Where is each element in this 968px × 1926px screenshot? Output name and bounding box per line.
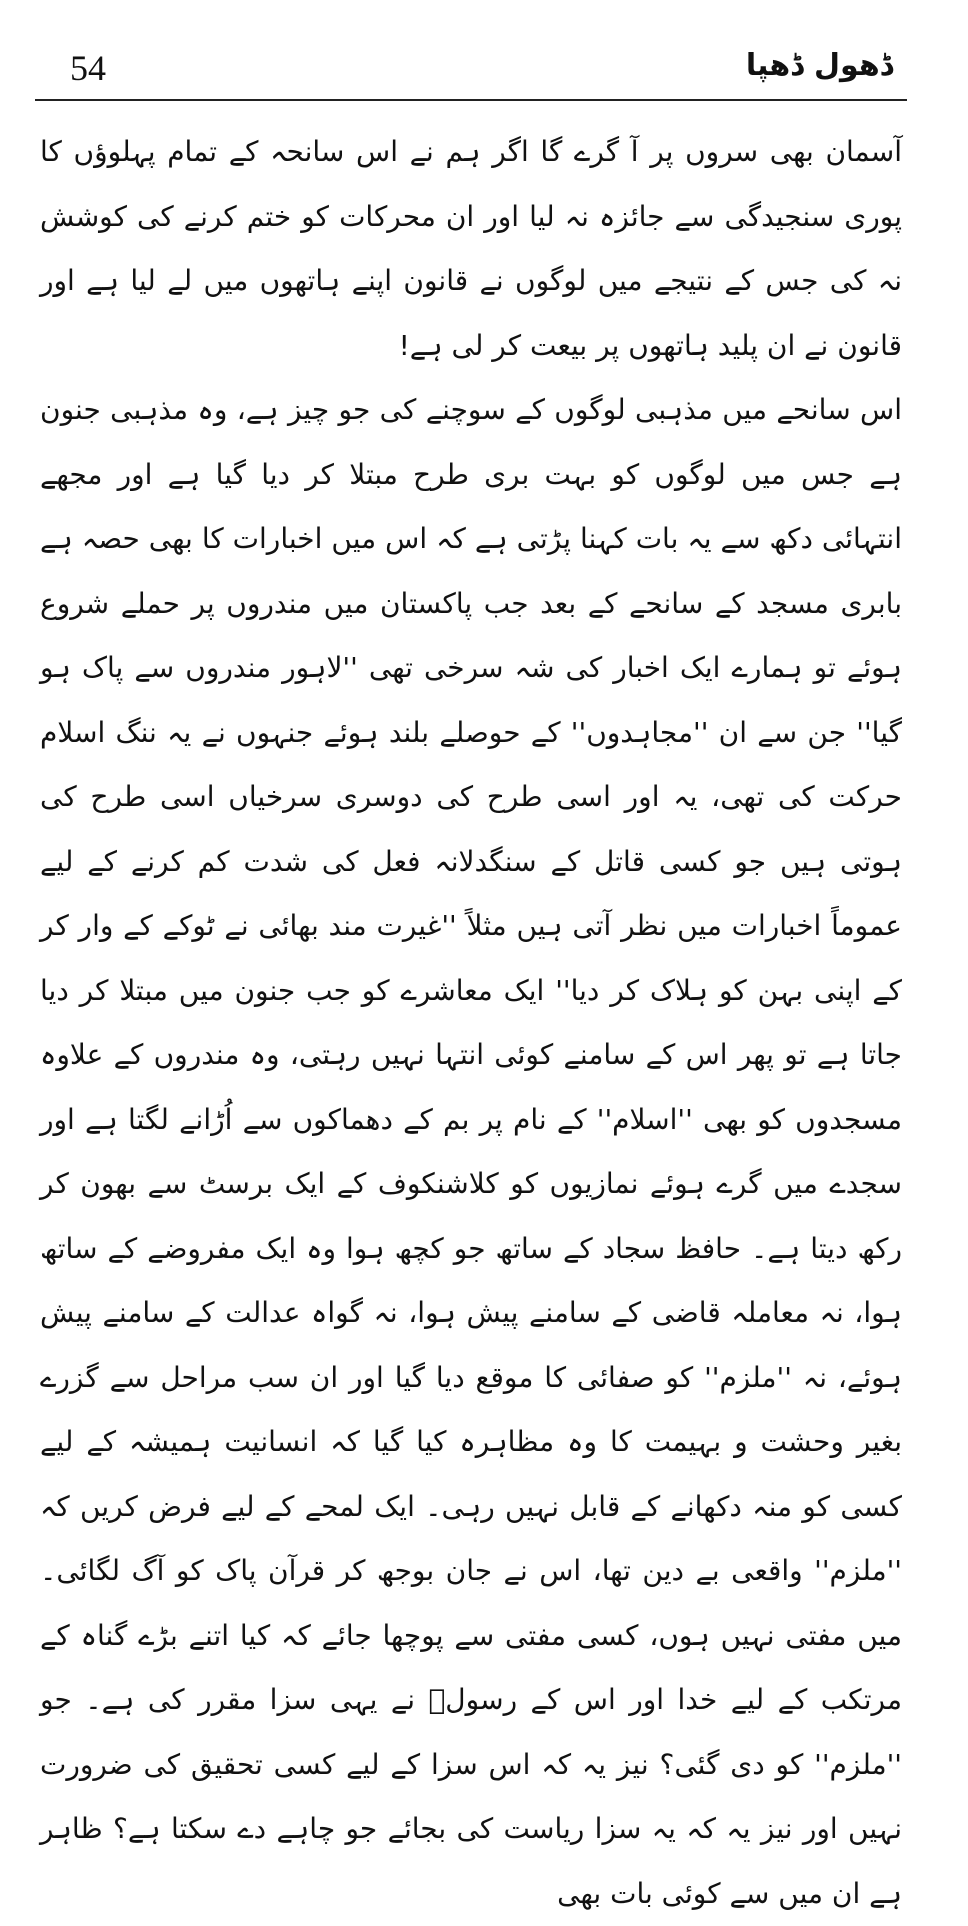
body-text	[40, 120, 902, 1926]
page-header	[55, 40, 903, 98]
paragraph: آسمان بھی سروں پر آ گرے گا اگر ہم نے اس سانحہ کے تمام پہلوؤں کا پوری سنجیدگی سے جائزہ نہ لیا اور ان محرکات کو ختم کرنے کی کوشش نہ کی جس کے نتیجے میں لوگوں نے قانون اپنے ہاتھوں میں لے لیا ہے اور قانون نے ان پلید ہاتھوں پر بیعت کر لی ہے!	[40, 135, 902, 362]
header-divider	[35, 99, 907, 101]
paragraph: اس سانحے میں مذہبی لوگوں کے سوچنے کی جو چیز ہے، وہ مذہبی جنون ہے جس میں لوگوں کو بہت بری طرح مبتلا کر دیا گیا ہے اور مجھے انتہائی دکھ سے یہ بات کہنا پڑتی ہے کہ اس میں اخبارات کا بھی حصہ ہے بابری مسجد کے سانحے کے بعد جب پاکستان میں مندروں پر حملے شروع ہوئے تو ہمارے ایک اخبار کی شہ سرخی تھی ''لاہور مندروں سے پاک ہو گیا'' جن سے ان ''مجاہدوں'' کے حوصلے بلند ہوئے جنہوں نے یہ ننگ اسلام حرکت کی تھی، یہ اور اسی طرح کی دوسری سرخیاں اسی طرح کی ہوتی ہیں جو کسی قاتل کے سنگدلانہ فعل کی شدت کم کرنے کے لیے عموماً اخبارات میں نظر آتی ہیں مثلاً ''غیرت مند بھائی نے ٹوکے کے وار کر کے اپنی بہن کو ہلاک کر دیا'' ایک معاشرے کو جب جنون میں مبتلا کر دیا جاتا ہے تو پھر اس کے سامنے کوئی انتہا نہیں رہتی، وہ مندروں کے علاوہ مسجدوں کو بھی ''اسلام'' کے نام پر بم کے دھماکوں سے اُڑانے لگتا ہے اور سجدے میں گرے ہوئے نمازیوں کو کلاشنکوف کے ایک برسٹ سے بھون کر رکھ دیتا ہے۔ حافظ سجاد کے ساتھ جو کچھ ہوا وہ ایک مفروضے کے ساتھ ہوا، نہ معاملہ قاضی کے سامنے پیش ہوا، نہ گواہ عدالت کے سامنے پیش ہوئے، نہ ''ملزم'' کو صفائی کا موقع دیا گیا اور ان سب مراحل سے گزرے بغیر وحشت و بہیمت کا وہ مظاہرہ کیا گیا کہ انسانیت ہمیشہ کے لیے کسی کو منہ دکھانے کے قابل نہیں رہی۔ ایک لمحے کے لیے فرض کریں کہ ''ملزم'' واقعی بے دین تھا، اس نے جان بوجھ کر قرآن پاک کو آگ لگائی۔ میں مفتی نہیں ہوں، کسی مفتی سے پوچھا جائے کہ کیا اتنے بڑے گناہ کے مرتکب کے لیے خدا اور اس کے رسولؐ نے یہی سزا مقرر کی ہے۔ جو ''ملزم'' کو دی گئی؟ نیز یہ کہ اس سزا کے لیے کسی تحقیق کی ضرورت نہیں اور نیز یہ کہ یہ سزا ریاست کی بجائے جو چاہے دے سکتا ہے؟ ظاہر ہے ان میں سے کوئی بات بھی	[40, 393, 902, 1910]
page-number: 54	[70, 48, 106, 88]
running-title: ڈھول ڈھپا	[745, 48, 893, 83]
